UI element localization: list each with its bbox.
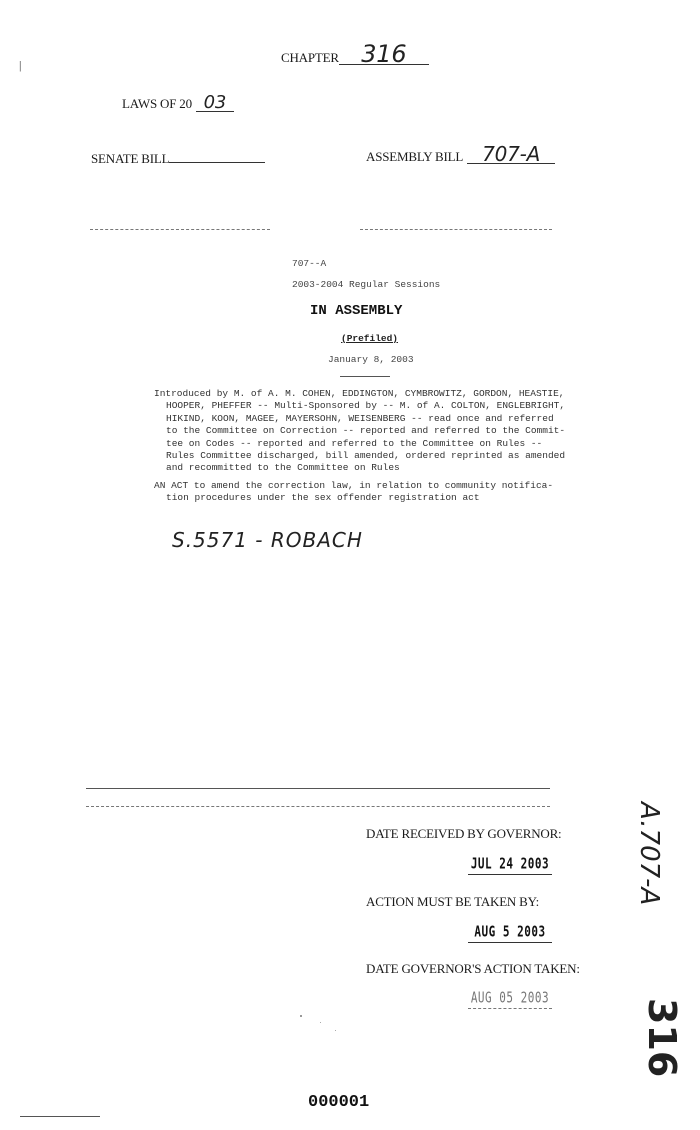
bill-prefiled: (Prefiled) bbox=[341, 333, 399, 344]
chapter-label: CHAPTER bbox=[281, 50, 339, 65]
bill-house: IN ASSEMBLY bbox=[310, 303, 403, 319]
scan-speckle bbox=[300, 1015, 302, 1017]
act-line: AN ACT to amend the correction law, in relation to community notifica- bbox=[154, 480, 554, 491]
action-stamp-text: AUG 5 2003 bbox=[474, 922, 546, 941]
received-stamp-text: JUL 24 2003 bbox=[470, 854, 550, 873]
chapter-line bbox=[281, 40, 429, 68]
separator-line-2 bbox=[86, 806, 550, 807]
introduced-line: Introduced by M. of A. M. COHEN, EDDINGTON, CYMBROWITZ, GORDON, HEASTIE, bbox=[154, 388, 565, 399]
assembly-bill-value: 707-A bbox=[467, 145, 555, 164]
bill-date: January 8, 2003 bbox=[328, 354, 414, 365]
assembly-bill-label: ASSEMBLY BILL bbox=[366, 149, 464, 164]
senate-bill-label: SENATE BILL bbox=[91, 151, 170, 166]
bill-number: 707--A bbox=[292, 258, 327, 269]
page-number: 000001 bbox=[308, 1093, 370, 1112]
assembly-bill-line bbox=[366, 142, 555, 166]
senate-companion-note: S.5571 - ROBACH bbox=[172, 528, 363, 552]
laws-of-line bbox=[122, 92, 234, 113]
action-deadline-label: ACTION MUST BE TAKEN BY: bbox=[366, 894, 540, 909]
date-received-stamp bbox=[468, 854, 552, 875]
margin-mark: | bbox=[19, 58, 22, 72]
separator-line-1 bbox=[86, 788, 550, 789]
bill-session: 2003-2004 Regular Sessions bbox=[292, 279, 441, 290]
introduced-line: HOOPER, PHEFFER -- Multi-Sponsored by -- M. of A. COLTON, ENGLEBRIGHT, bbox=[166, 400, 566, 412]
senate-separator bbox=[90, 229, 270, 230]
chapter-number: 316 bbox=[339, 44, 429, 65]
introduced-line: Rules Committee discharged, bill amended, ordered reprinted as amended bbox=[166, 450, 566, 462]
date-received-label: DATE RECEIVED BY GOVERNOR: bbox=[366, 826, 562, 841]
introduced-paragraph bbox=[154, 388, 594, 475]
action-taken-label: DATE GOVERNOR'S ACTION TAKEN: bbox=[366, 961, 580, 976]
act-paragraph bbox=[154, 480, 594, 505]
senate-bill-value bbox=[169, 148, 265, 163]
scan-speckle bbox=[335, 1030, 336, 1031]
introduced-line: to the Committee on Correction -- reported and referred to the Commit- bbox=[166, 425, 566, 437]
laws-of-label: LAWS OF 20 bbox=[122, 96, 192, 111]
date-rule bbox=[340, 376, 390, 377]
introduced-line: tee on Codes -- reported and referred to the Committee on Rules -- bbox=[166, 437, 543, 449]
taken-stamp-text: AUG 05 2003 bbox=[470, 988, 550, 1007]
senate-bill-line bbox=[91, 148, 265, 167]
introduced-line: and recommitted to the Committee on Rules bbox=[166, 462, 400, 474]
laws-year: 03 bbox=[196, 95, 234, 112]
act-line: tion procedures under the sex offender registration act bbox=[166, 492, 480, 504]
action-deadline-stamp bbox=[468, 922, 552, 943]
scan-speckle bbox=[320, 1022, 321, 1023]
action-taken-stamp bbox=[468, 988, 552, 1009]
corner-line bbox=[20, 1116, 100, 1117]
introduced-line: HIKIND, KOON, MAGEE, MAYERSOHN, WEISENBERG -- read once and referred bbox=[166, 412, 554, 424]
margin-chapter-number: 316 bbox=[640, 998, 684, 1078]
assembly-separator bbox=[360, 229, 552, 230]
side-note-bill-number: A.707-A bbox=[634, 802, 664, 906]
